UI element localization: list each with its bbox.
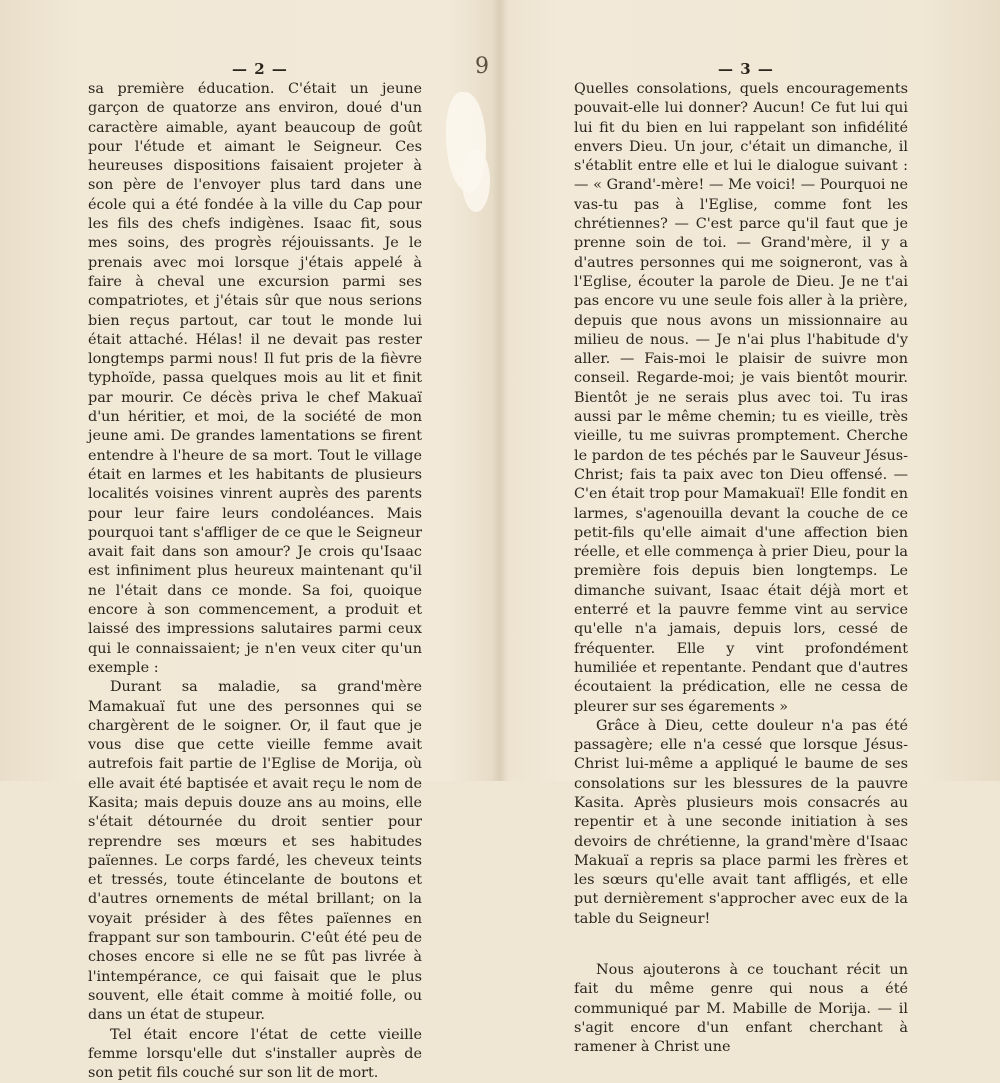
- paragraph: Nous ajouterons à ce touchant récit un fait du même genre qui nous a été communiqué par M. Mabille de Morija. — il s'agit encore d'un enfant cherchant à ramener à Christ une: [574, 962, 908, 1056]
- paragraph: Grâce à Dieu, cette douleur n'a pas été passagère; elle n'a cessé que lorsque Jésus-Christ lui-même a appliqué le baume de ses consolations sur les blessures de la pauvre Kasita. Après plusieurs mois consacrés au repentir et à une seconde initiation à ses devoirs de chrétienne, la grand'mère d'Isaac Makuaï a repris sa place parmi les frères et les sœurs qu'elle avait tant affligés, et elle put dernièrement s'approcher avec eux de la table du Seigneur!: [574, 717, 908, 927]
- paragraph: sa première éducation. C'était un jeune garçon de quatorze ans environ, doué d'un caractère aimable, ayant beaucoup de goût pour l'étude et aimant le Seigneur. Ces heureuses dispositions faisaient projeter à son père de l'envoyer plus tard dans une école qui a été fondée à la ville du Cap pour les fils des chefs indigènes. Isaac fit, sous mes soins, des progrès réjouissants. Je le prenais avec moi lorsque j'étais appelé à faire à cheval une excursion parmi ses compatriotes, et j'étais sûr que nous serions bien reçus partout, car tout le monde lui était attaché. Hélas! il ne devait pas rester longtemps parmi nous! Il fut pris de la fièvre typhoïde, passa quelques mois au lit et finit par mourir. Ce décès priva le chef Makuaï d'un héritier, et moi, de la société de mon jeune ami. De grandes lamentations se firent entendre à l'heure de sa mort. Tout le village était en larmes et les habitants de plusieurs localités voisines vinrent auprès des parents pour leur faire leurs condoléances. Mais pourquoi tant s'affliger de ce que le Seigneur avait fait dans son amour? Je crois qu'Isaac est infiniment plus heureux maintenant qu'il ne l'était dans ce monde. Sa foi, quoique encore à son commencement, a produit et laissé des impressions salutaires parmi ceux qui le connaissaient; je n'en veux citer qu'un exemple :: [88, 81, 422, 676]
- paragraph: Durant sa maladie, sa grand'mère Mamakuaï fut une des personnes qui se chargèrent de le soigner. Or, il faut que je vous dise que cette vieille femme avait autrefois fait partie de l'Eglise de Morija, où elle avait été baptisée et avait reçu le nom de Kasita; mais depuis douze ans au moins, elle s'était détournée du droit sentier pour reprendre ses mœurs et ses habitudes païennes. Le corps fardé, les cheveux teints et tressés, toute étincelante de boutons et d'autres ornements de métal brillant; on la voyait présider à des fêtes païennes en frappant sur son tambourin. C'eût été peu de choses encore si elle ne se fût pas livrée à l'intempérance, ce qui faisait que le plus souvent, elle était comme à moitié folle, ou dans un état de stupeur.: [88, 679, 422, 1024]
- handwritten-mark: 9: [475, 54, 489, 79]
- page-fold: [492, 0, 508, 781]
- right-page-number: — 3 —: [718, 60, 774, 78]
- paper-damage-small: [462, 150, 490, 212]
- right-page-text: [574, 80, 908, 1058]
- paragraph: Tel était encore l'état de cette vieille femme lorsqu'elle dut s'installer auprès de son petit fils couché sur son lit de mort.: [88, 1026, 422, 1082]
- left-page-number: — 2 —: [232, 60, 288, 78]
- left-page-text: [88, 80, 422, 1083]
- paragraph: Quelles consolations, quels encouragements pouvait-elle lui donner? Aucun! Ce fut lui qui lui fit du bien en lui rappelant son infidélité envers Dieu. Un jour, c'était un dimanche, il s'établit entre elle et lui le dialogue suivant : — « Grand'-mère! — Me voici! — Pourquoi ne vas-tu pas à l'Eglise, comme font les chrétiennes? — C'est parce qu'il faut que je prenne soin de toi. — Grand'mère, il y a d'autres personnes qui me soigneront, vas à l'Eglise, écouter la parole de Dieu. Je ne t'ai pas encore vu une seule fois aller à la prière, depuis que nous avons un missionnaire au milieu de nous. — Je n'ai plus l'habitude d'y aller. — Fais-moi le plaisir de suivre mon conseil. Regarde-moi; je vais bientôt mourir. Bientôt je ne serais plus avec toi. Tu iras aussi par le même chemin; tu es vieille, très vieille, tu me suivras promptement. Cherche le pardon de tes péchés par le Sauveur Jésus-Christ; fais ta paix avec ton Dieu offensé. — C'en était trop pour Mamakuaï! Elle fondit en larmes, s'agenouilla devant la couche de ce petit-fils qu'elle aimait d'une affection bien réelle, et elle commença à prier Dieu, pour la première fois depuis bien longtemps. Le dimanche suivant, Isaac était déjà mort et enterré et la pauvre femme vint au service qu'elle n'a jamais, depuis lors, cessé de fréquenter. Elle y vint profondément humiliée et repentante. Pendant que d'autres écoutaient la prédication, elle ne cessa de pleurer sur ses égarements »: [574, 81, 908, 715]
